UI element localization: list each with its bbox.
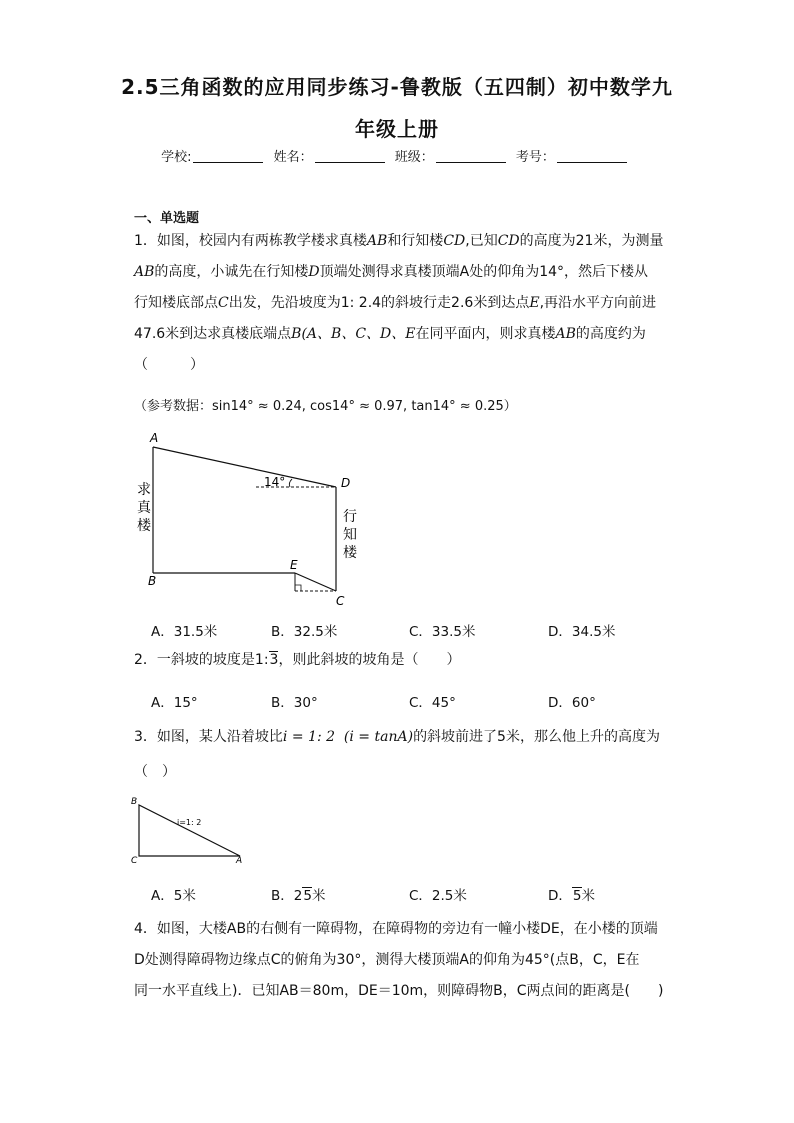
section-heading: 一、单选题 (134, 211, 200, 226)
q3-triangle (139, 805, 240, 856)
school-label: 学校: (161, 150, 192, 165)
q3-option-a[interactable]: A．5米 (151, 888, 196, 904)
q1-right-building-char: 行 (343, 509, 357, 525)
q3-label-b: B (131, 797, 138, 807)
page-title-line2: 年级上册 (355, 117, 439, 141)
q1-angle-label: 14° (264, 475, 286, 489)
q3-figure (128, 793, 253, 865)
q3-label-a: A (236, 856, 243, 865)
q3-answer-paren: （ ） (134, 764, 176, 780)
name-label: 姓名： (273, 150, 313, 165)
q3-slope-label: i=1: 2 (177, 818, 202, 827)
q3-option-c[interactable]: C．2.5米 (409, 888, 467, 904)
class-label: 班级： (394, 150, 434, 165)
q1-left-building-char: 真 (137, 500, 151, 516)
q1-answer-paren: （ ） (134, 357, 204, 373)
q1-line2: AB的高度，小诚先在行知楼D顶端处测得求真楼顶端A处的仰角为14°，然后下楼从 (134, 264, 649, 280)
q2-option-b[interactable]: B．30° (271, 695, 318, 711)
name-blank[interactable] (315, 150, 385, 163)
student-info-row (0, 146, 794, 165)
q1-line4: 47.6米到达求真楼底端点B(A、B、C、D、E在同平面内，则求真楼AB的高度约为 (134, 326, 646, 342)
q1-angle-arc (289, 479, 292, 487)
q3-label-c: C (131, 856, 138, 865)
q1-line1: 1．如图，校园内有两栋教学楼求真楼AB和行知楼CD,已知CD的高度为21米，为测量 (134, 233, 664, 249)
question-1 (134, 226, 674, 381)
q2-option-c[interactable]: C．45° (409, 695, 456, 711)
q1-right-building-char: 知 (343, 527, 357, 543)
q3-option-b[interactable]: B．25米 (271, 888, 326, 904)
school-blank[interactable] (193, 150, 263, 163)
page-title: 2.5三角函数的应用同步练习-鲁教版（五四制）初中数学九 (121, 75, 673, 99)
question-2: 2．一斜坡的坡度是1:3，则此斜坡的坡角是（ ） (134, 652, 461, 668)
q1-label-b: B (148, 574, 157, 588)
q1-option-d[interactable]: D．34.5米 (548, 624, 616, 640)
q2-sqrt: 3 (269, 652, 279, 668)
q2-option-d[interactable]: D．60° (548, 695, 596, 711)
q1-reference-data: （参考数据：sin14° ≈ 0.24, cos14° ≈ 0.97, tan14° ≈ 0.25） (134, 399, 517, 414)
question-3: 3．如图，某人沿着坡比i = 1: 2 (i = tanA)的斜坡前进了5米，那么他上升的高度为 (134, 729, 660, 745)
q1-left-building-char: 求 (137, 482, 151, 498)
q2-option-a[interactable]: A．15° (151, 695, 198, 711)
q1-label-e: E (290, 558, 298, 572)
q3-ratio: i = 1: 2 (282, 729, 336, 745)
q1-right-building-char: 楼 (343, 545, 357, 561)
class-blank[interactable] (436, 150, 506, 163)
q1-sightline-ad (153, 447, 336, 487)
q4-line1: 4．如图，大楼AB的右侧有一障碍物，在障碍物的旁边有一幢小楼DE，在小楼的顶端 (134, 921, 658, 937)
q1-line3: 行知楼底部点C出发，先沿坡度为1: 2.4的斜坡行走2.6米到达点E,再沿水平方向前进 (134, 295, 657, 311)
q1-option-a[interactable]: A．31.5米 (151, 624, 218, 640)
q4-line2: D处测得障碍物边缘点C的俯角为30°，测得大楼顶端A的仰角为45°(点B，C，E在 (134, 952, 640, 968)
q3-condition: (i = tanA) (343, 729, 414, 745)
exam-number-blank[interactable] (557, 150, 627, 163)
q1-right-angle-mark (295, 585, 301, 591)
q1-label-d: D (341, 476, 351, 490)
q1-label-c: C (336, 594, 345, 608)
q3-option-d[interactable]: D．5米 (548, 888, 595, 904)
q1-figure (130, 425, 370, 615)
q1-option-c[interactable]: C．33.5米 (409, 624, 476, 640)
question-4 (134, 914, 674, 1007)
q1-left-building-char: 楼 (137, 518, 151, 534)
q1-label-a: A (150, 431, 159, 445)
exam-number-label: 考号： (515, 150, 555, 165)
q4-line3: 同一水平直线上)．已知AB＝80m，DE＝10m，则障碍物B，C两点间的距离是( ) (134, 983, 664, 999)
q1-option-b[interactable]: B．32.5米 (271, 624, 338, 640)
